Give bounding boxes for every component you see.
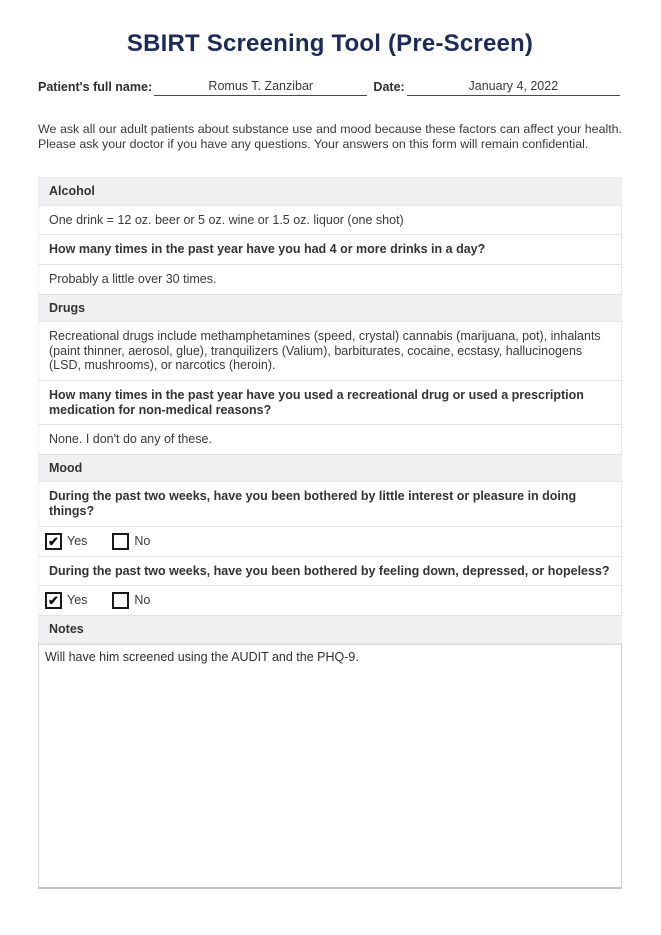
mood-question-2: During the past two weeks, have you been bothered by feeling down, depressed, or hopeless? [38, 557, 622, 587]
patient-name-field[interactable] [154, 79, 367, 96]
alcohol-answer-field[interactable]: Probably a little over 30 times. [38, 265, 622, 295]
patient-info-row [38, 79, 622, 96]
date-field[interactable] [407, 79, 620, 96]
alcohol-info-text: One drink = 12 oz. beer or 5 oz. wine or 1.5 oz. liquor (one shot) [38, 206, 622, 236]
notes-section-header: Notes [38, 616, 622, 644]
mood-q1-yes-label: Yes [67, 533, 88, 548]
mood-q2-yes-label: Yes [67, 593, 88, 608]
mood-q1-yes-checkbox[interactable] [45, 533, 62, 550]
page-title: SBIRT Screening Tool (Pre-Screen) [126, 30, 534, 57]
date-label: Date: [373, 80, 405, 94]
screening-table [38, 177, 622, 644]
alcohol-section-header: Alcohol [38, 178, 622, 206]
mood-question-1: During the past two weeks, have you been bothered by little interest or pleasure in doing things? [38, 482, 622, 526]
mood-q1-no-label: No [134, 533, 151, 548]
notes-textarea[interactable]: Will have him screened using the AUDIT and the PHQ-9. [38, 644, 622, 889]
drugs-answer-field[interactable]: None. I don't do any of these. [38, 425, 622, 455]
drugs-info-text: Recreational drugs include methamphetamines (speed, crystal) cannabis (marijuana, pot), inhalants (paint thinner, aerosol, glue), tranquilizers (Valium), barbiturates, cocaine, ecstasy, hallucinogens (LSD, mushrooms), or narcotics (heroin). [38, 322, 622, 381]
intro-paragraph: We ask all our adult patients about substance use and mood because these factors can affect your health. Please ask your doctor if you have any questions. Your answers on this form will remain confidential. [38, 122, 622, 151]
date-value: January 4, 2022 [468, 79, 559, 93]
mood-q2-yes-checkbox[interactable] [45, 592, 62, 609]
mood-q2-no-checkbox[interactable] [112, 592, 129, 609]
mood-q2-no-label: No [134, 593, 151, 608]
checkmark-icon: ✔ [48, 533, 59, 549]
drugs-question: How many times in the past year have you used a recreational drug or used a prescription medication for non-medical reasons? [38, 381, 622, 425]
alcohol-question: How many times in the past year have you had 4 or more drinks in a day? [38, 235, 622, 265]
mood-section-header: Mood [38, 455, 622, 483]
mood-q1-answer-row [38, 527, 622, 557]
patient-name-value: Romus T. Zanzibar [208, 79, 314, 93]
patient-name-label: Patient's full name: [38, 80, 153, 94]
checkmark-icon: ✔ [48, 593, 59, 609]
mood-q2-answer-row [38, 586, 622, 616]
drugs-section-header: Drugs [38, 295, 622, 323]
mood-q1-no-checkbox[interactable] [112, 533, 129, 550]
